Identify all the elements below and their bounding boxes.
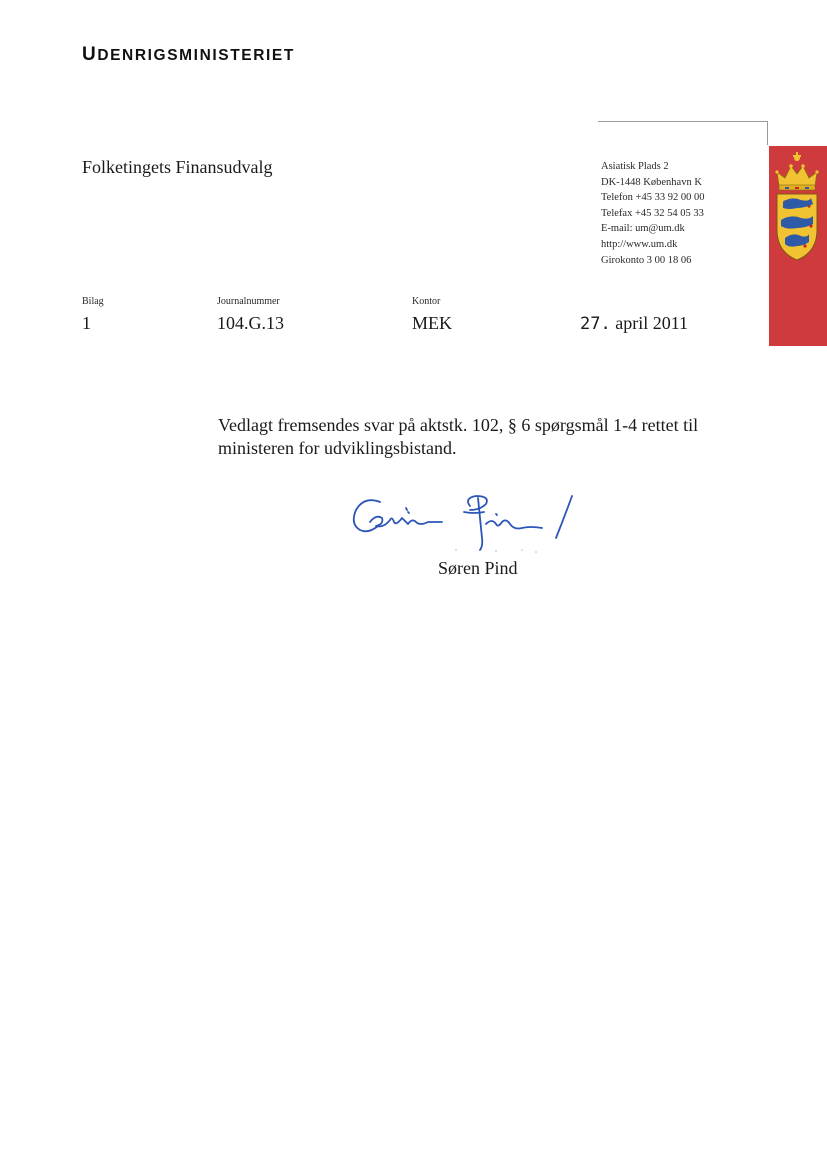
address-email: E-mail: um@um.dk — [601, 223, 685, 235]
signer-name: Søren Pind — [438, 558, 518, 578]
address-giro: Girokonto 3 00 18 06 — [601, 254, 692, 266]
sender-address — [601, 159, 704, 268]
letter-body: Vedlagt fremsendes svar på aktstk. 102, § 6 spørgsmål 1-4 rettet til ministeren for udviklingsbistand. — [218, 415, 699, 458]
address-fax: Telefax +45 32 54 05 33 — [601, 207, 704, 219]
letterhead-red-band — [769, 146, 827, 346]
ministry-name-rest: DENRIGSMINISTERIET — [97, 47, 295, 64]
letterhead-top-rule — [598, 121, 768, 122]
kontor-label: Kontor — [412, 296, 441, 307]
journal-value: 104.G.13 — [217, 313, 284, 333]
bilag-value: 1 — [82, 313, 91, 333]
journal-label: Journalnummer — [217, 296, 280, 307]
address-street: Asiatisk Plads 2 — [601, 161, 669, 172]
kontor-value: MEK — [412, 313, 452, 333]
address-city: DK-1448 København K — [601, 176, 702, 188]
bilag-label: Bilag — [82, 296, 104, 307]
address-phone: Telefon +45 33 92 00 00 — [601, 192, 705, 204]
handwritten-signature — [346, 488, 586, 560]
address-website: http://www.um.dk — [601, 238, 678, 250]
recipient: Folketingets Finansudvalg — [82, 157, 273, 177]
ministry-name — [82, 44, 295, 66]
letterhead-side-rule — [767, 121, 768, 145]
ministry-name-initial: U — [82, 44, 98, 65]
letter-date — [580, 313, 688, 334]
date-month-year: april 2011 — [615, 313, 689, 333]
danish-coat-of-arms-icon — [771, 152, 823, 272]
date-day: 27. — [580, 314, 611, 334]
